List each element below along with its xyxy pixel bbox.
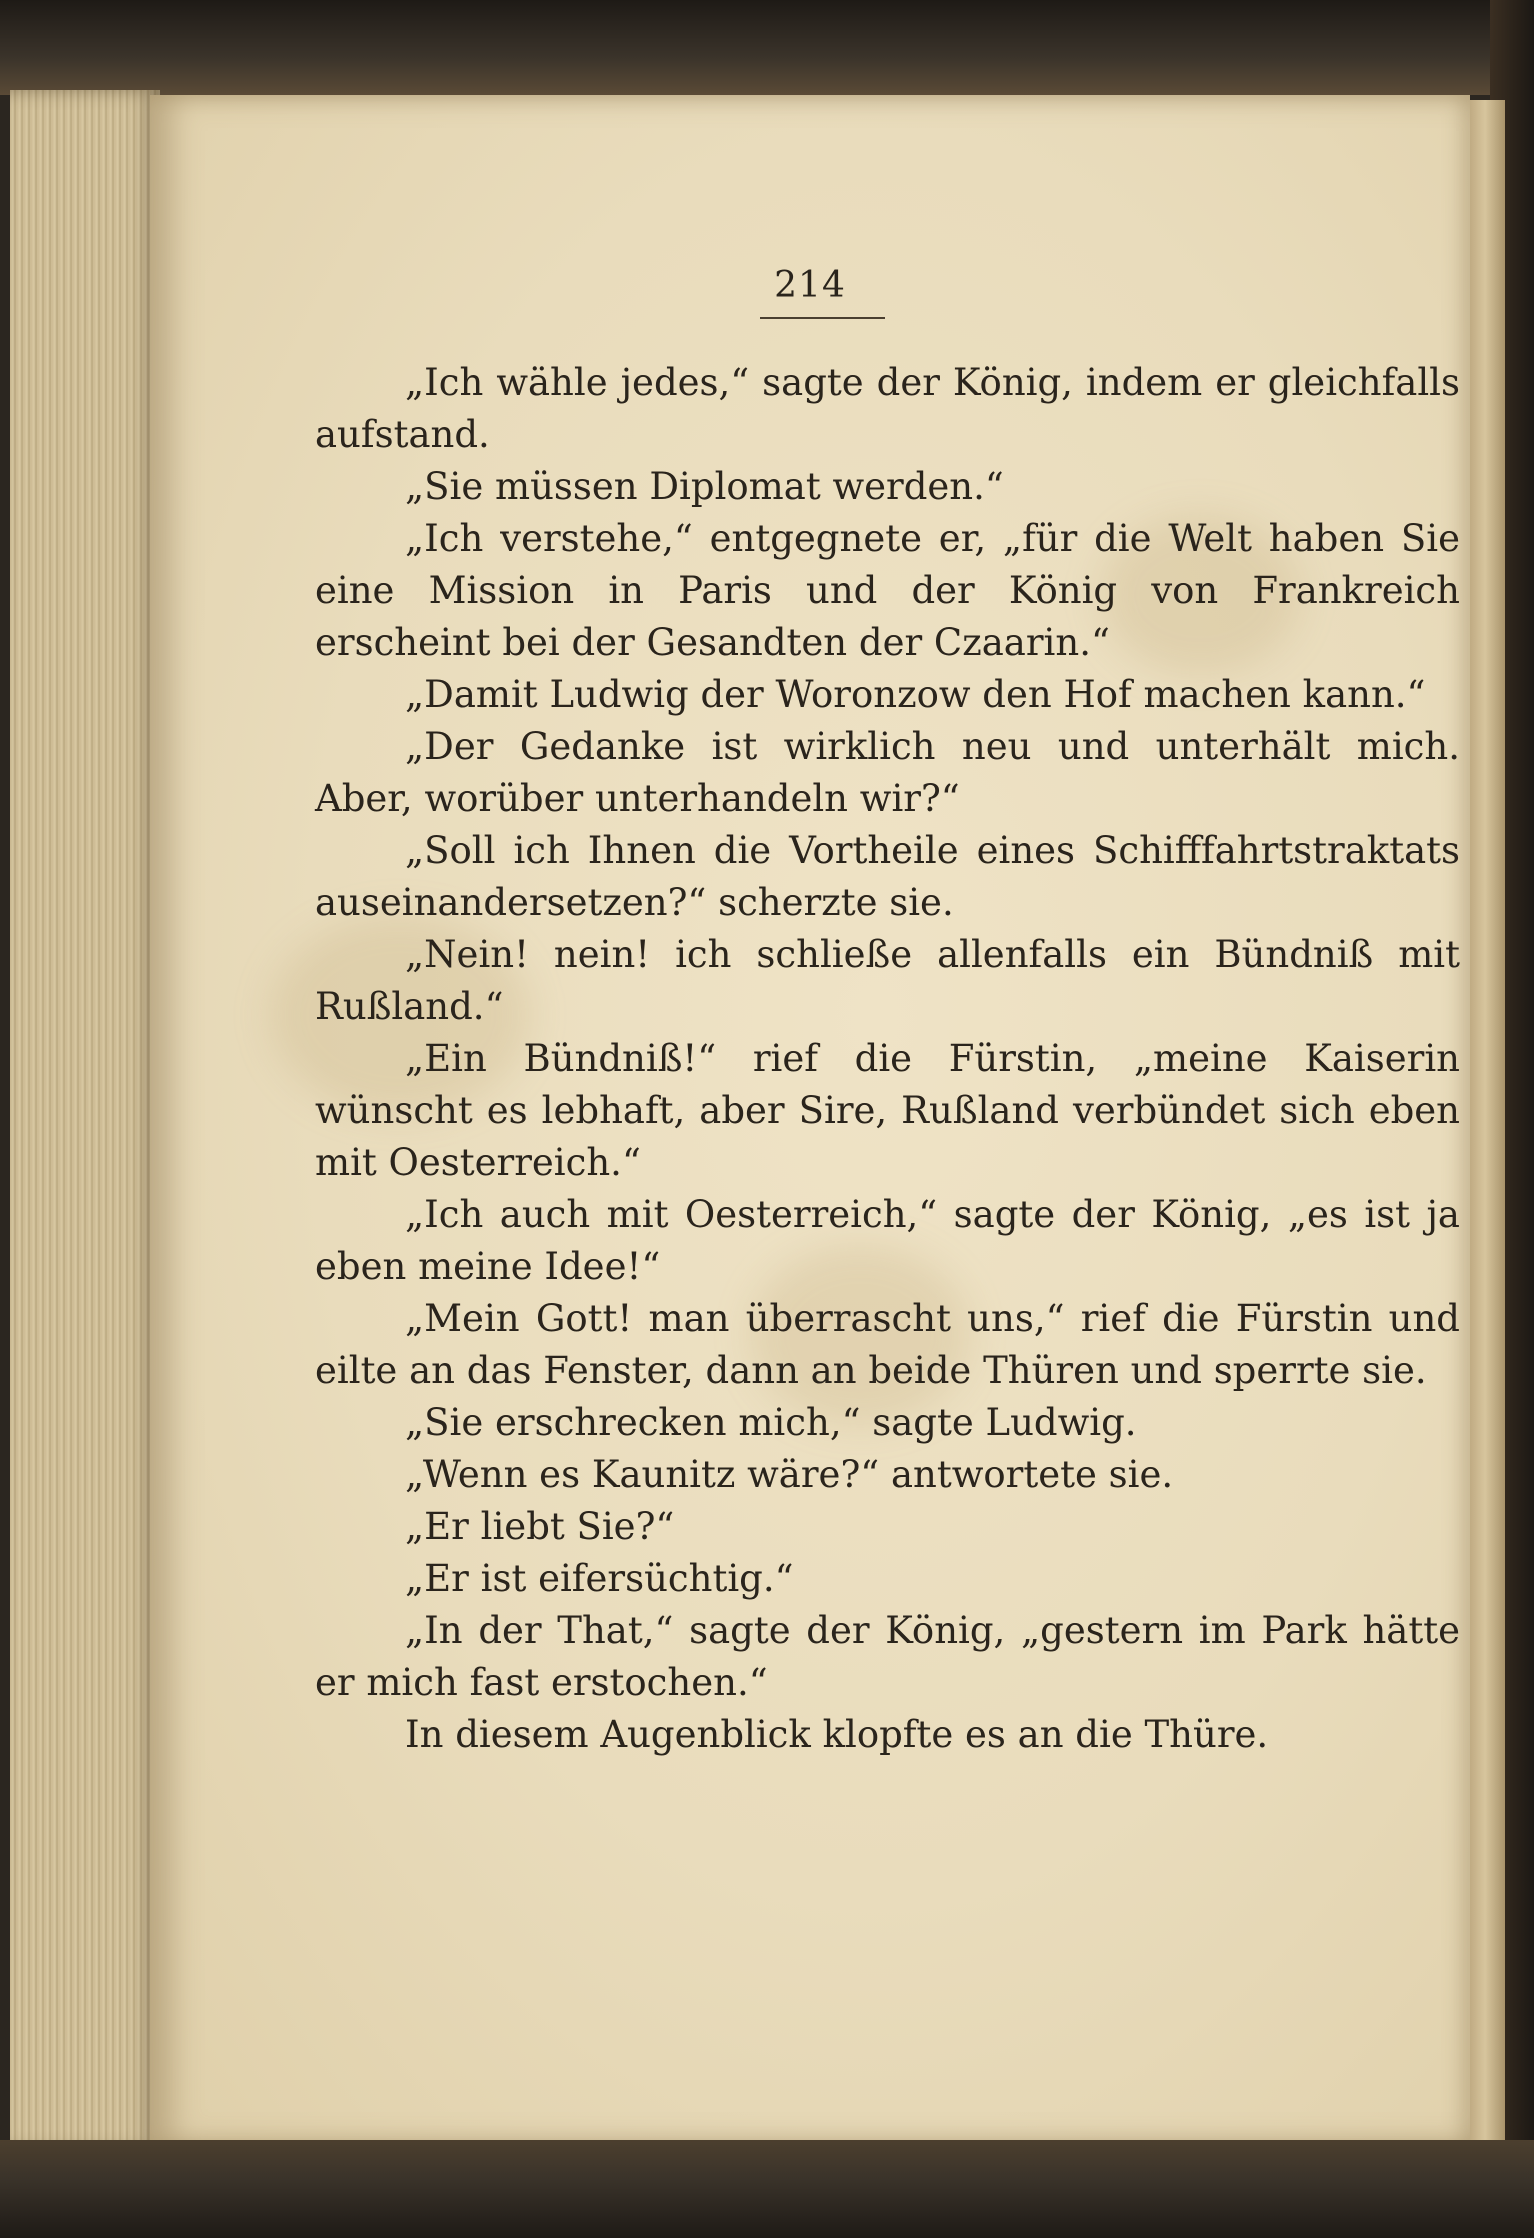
paragraph: „Wenn es Kaunitz wäre?“ antwortete sie. [405,1453,1174,1496]
paragraph: „Ich auch mit Oesterreich,“ sagte der König, „es ist ja eben meine Idee!“ [315,1193,1460,1288]
paragraph: „Damit Ludwig der Woronzow den Hof machen kann.“ [405,673,1426,716]
book-page [150,95,1470,2145]
paragraph: „Nein! nein! ich schließe allenfalls ein Bündniß mit Rußland.“ [315,933,1460,1028]
paragraph: „Sie müssen Diplomat werden.“ [405,465,1004,508]
paragraph: „Ein Bündniß!“ rief die Fürstin, „meine Kaiserin wünscht es lebhaft, aber Sire, Rußland verbündet sich eben mit Oesterreich.“ [315,1037,1460,1184]
paragraph: „In der That,“ sagte der König, „gestern im Park hätte er mich fast erstochen.“ [315,1609,1460,1704]
paragraph: „Er liebt Sie?“ [405,1505,675,1548]
paragraph: „Er ist eifersüchtig.“ [405,1557,794,1600]
paragraph: „Mein Gott! man überrascht uns,“ rief die Fürstin und eilte an das Fenster, dann an beide Thüren und sperrte sie. [315,1297,1460,1392]
paragraph: „Der Gedanke ist wirklich neu und unterhält mich. Aber, worüber unterhandeln wir?“ [315,725,1460,820]
paragraph: „Sie erschrecken mich,“ sagte Ludwig. [405,1401,1137,1444]
paragraph: „Ich wähle jedes,“ sagte der König, indem er gleichfalls aufstand. [315,361,1460,456]
page-stack-edge [10,90,160,2150]
facing-page-edge [1465,100,1505,2140]
book-cover-bottom-edge [0,2140,1534,2238]
body-text [315,357,1460,1761]
page-number: 214 [774,265,846,306]
book-cover-top-edge [0,0,1534,95]
paragraph: In diesem Augenblick klopfte es an die Thüre. [405,1713,1269,1756]
paragraph: „Ich verstehe,“ entgegnete er, „für die Welt haben Sie eine Mission in Paris und der König von Frankreich erscheint bei der Gesandten der Czaarin.“ [315,517,1460,664]
paragraph: „Soll ich Ihnen die Vortheile eines Schifffahrtstraktats auseinandersetzen?“ scherzte sie. [315,829,1460,924]
page-number-rule [760,317,885,319]
